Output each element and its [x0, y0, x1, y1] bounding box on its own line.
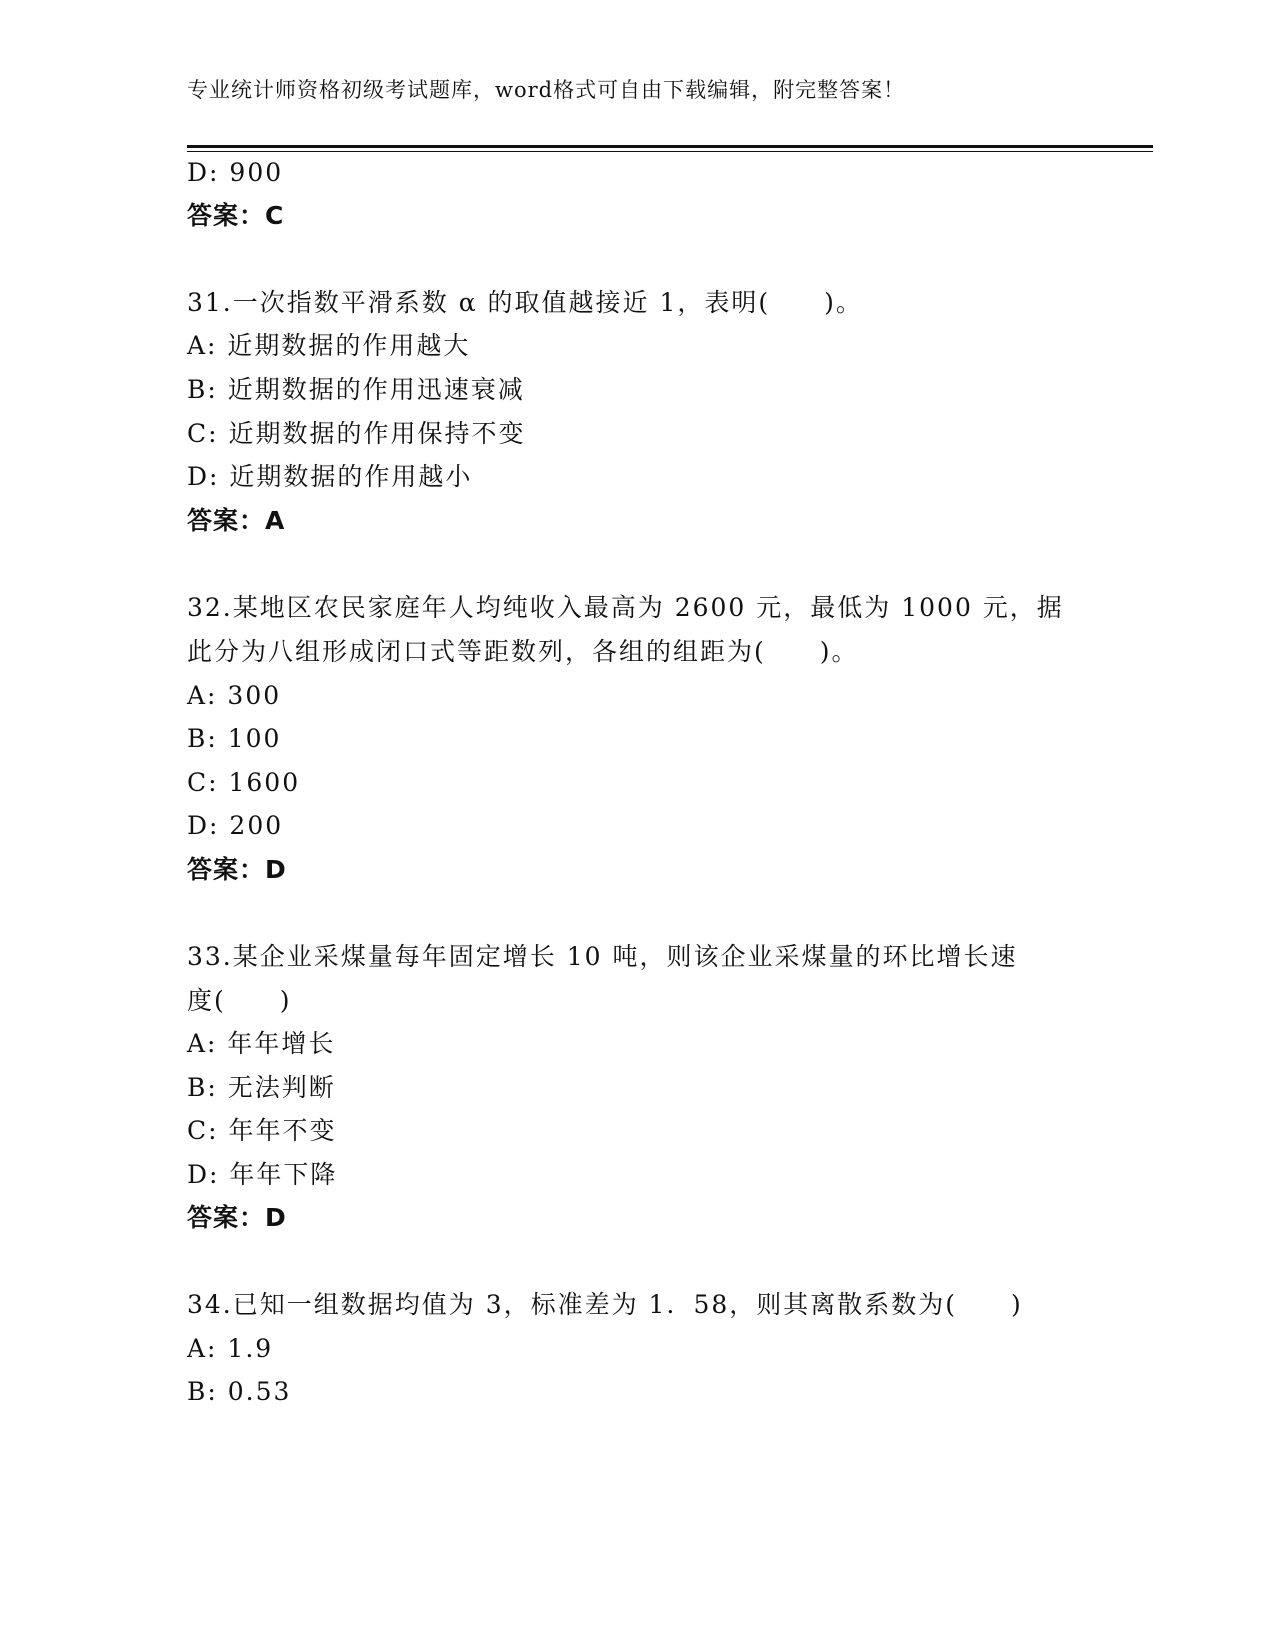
question-stem: 34.已知一组数据均值为 3，标准差为 1．58，则其离散系数为( ) [187, 1290, 1023, 1319]
option-c: C: 近期数据的作用保持不变 [187, 419, 526, 448]
answer: 答案：C [187, 201, 285, 230]
option-b: B: 0.53 [187, 1377, 292, 1406]
option-d: D: 900 [187, 158, 284, 187]
header-rule-thin [187, 151, 1153, 152]
option-b: B: 100 [187, 724, 282, 753]
option-a: A: 1.9 [187, 1334, 274, 1363]
option-d: D: 年年下降 [187, 1160, 338, 1189]
option-b: B: 无法判断 [187, 1073, 336, 1102]
option-c: C: 1600 [187, 768, 301, 797]
question-stem-line-2: 此分为八组形成闭口式等距数列，各组的组距为( )。 [187, 637, 859, 666]
header-text: 专业统计师资格初级考试题库，word格式可自由下载编辑，附完整答案！ [187, 78, 906, 102]
answer: 答案：D [187, 1203, 287, 1232]
answer: 答案：D [187, 855, 287, 884]
option-a: A: 300 [187, 681, 282, 710]
question-stem-line-1: 33.某企业采煤量每年固定增长 10 吨，则该企业采煤量的环比增长速 [187, 942, 1018, 971]
option-a: A: 年年增长 [187, 1029, 336, 1058]
option-b: B: 近期数据的作用迅速衰减 [187, 375, 525, 404]
question-stem-line-1: 32.某地区农民家庭年人均纯收入最高为 2600 元，最低为 1000 元，据 [187, 593, 1064, 622]
header-rule-thick [187, 145, 1153, 148]
option-d: D: 200 [187, 811, 284, 840]
option-a: A: 近期数据的作用越大 [187, 331, 471, 360]
answer: 答案：A [187, 506, 286, 535]
question-stem: 31.一次指数平滑系数 α 的取值越接近 1，表明( )。 [187, 288, 863, 317]
option-c: C: 年年不变 [187, 1116, 337, 1145]
question-stem-line-2: 度( ) [187, 986, 292, 1015]
option-d: D: 近期数据的作用越小 [187, 462, 473, 491]
